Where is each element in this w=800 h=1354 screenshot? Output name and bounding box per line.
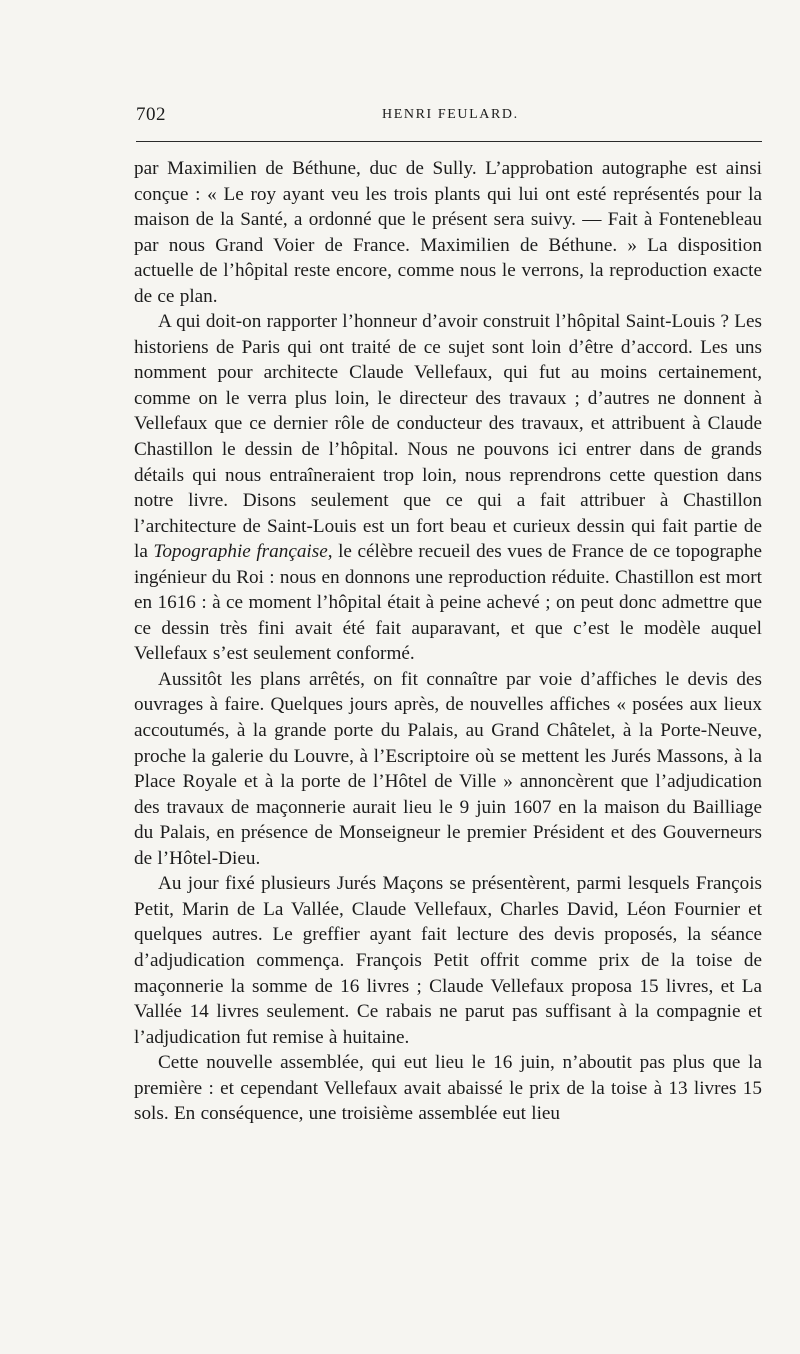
book-title-italic: Topographie française [153,541,328,563]
body-text [134,156,762,1127]
paragraph-text: , le célèbre recueil des vues de France de ce topographe ingénieur du Roi : nous en donnons une reproduction réduite. Chastillon est mort en 1616 : à ce moment l’hôpital était à peine achevé ; on peut donc admettre que ce dessin très fini avait été fait auparavant, et que c’est le modèle auquel Vellefaux s’est seulement conformé. [134,541,762,665]
paragraph-2 [134,309,762,667]
paragraph-5 [134,1050,762,1127]
paragraph-text: Au jour fixé plusieurs Jurés Maçons se présentèrent, parmi lesquels François Petit, Marin de La Vallée, Claude Vellefaux, Charles David, Léon Fournier et quelques autres. Le greffier ayant fait lecture des devis proposés, la séance d’adjudication commença. François Petit offrit comme prix de la toise de maçonnerie la somme de 16 livres ; Claude Vellefaux proposa 15 livres, et La Vallée 14 livres seulement. Ce rabais ne parut pas suffisant à la compagnie et l’adjudication fut remise à huitaine. [134,873,762,1048]
page-number: 702 [136,104,166,125]
header-rule [136,141,762,142]
running-head [136,104,762,126]
paragraph-text: Aussitôt les plans arrêtés, on fit connaître par voie d’affiches le devis des ouvrages à faire. Quelques jours après, de nouvelles affiches « posées aux lieux accoutumés, à la grande porte du Palais, au Grand Châtelet, à la Porte-Neuve, proche la galerie du Louvre, à l’Escriptoire où se mettent les Jurés Massons, à la Place Royale et à la porte de l’Hôtel de Ville » annoncèrent que l’adjudication des travaux de maçonnerie aurait lieu le 9 juin 1607 en la maison du Bailliage du Palais, en présence de Monseigneur le premier Président et des Gouverneurs de l’Hôtel-Dieu. [134,668,762,869]
paragraph-text: Cette nouvelle assemblée, qui eut lieu le 16 juin, n’aboutit pas plus que la première : et cependant Vellefaux avait abaissé le prix de la toise à 13 livres 15 sols. En conséquence, une troisième assemblée eut lieu [134,1052,762,1125]
paragraph-4 [134,871,762,1050]
running-title: HENRI FEULARD. [382,107,519,122]
paragraph-text: A qui doit-on rapporter l’honneur d’avoir construit l’hôpital Saint-Louis ? Les historiens de Paris qui ont traité de ce sujet sont loin d’être d’accord. Les uns nomment pour architecte Claude Vellefaux, qui fut au moins certainement, comme on le verra plus loin, le directeur des travaux ; d’autres ne donnent à Vellefaux que ce dernier rôle de conducteur des travaux, et attribuent à Claude Chastillon le dessin de l’hôpital. Nous ne pouvons ici entrer dans de grands détails qui nous entraîneraient trop loin, nous reprendrons cette question dans notre livre. Disons seulement que ce qui a fait attribuer à Chastillon l’architecture de Saint-Louis est un fort beau et curieux dessin qui fait partie de la [134,311,762,563]
paragraph-text: par Maximilien de Béthune, duc de Sully. L’approbation autographe est ainsi conçue : « Le roy ayant veu les trois plants qui lui ont esté représentés pour la maison de la Santé, a ordonné que le présent sera suivy. — Fait à Fontenebleau par nous Grand Voier de France. Maximilien de Béthune. » La disposition actuelle de l’hôpital reste encore, comme nous le verrons, la reproduction exacte de ce plan. [134,158,762,307]
paragraph-1 [134,156,762,309]
paragraph-3 [134,667,762,871]
